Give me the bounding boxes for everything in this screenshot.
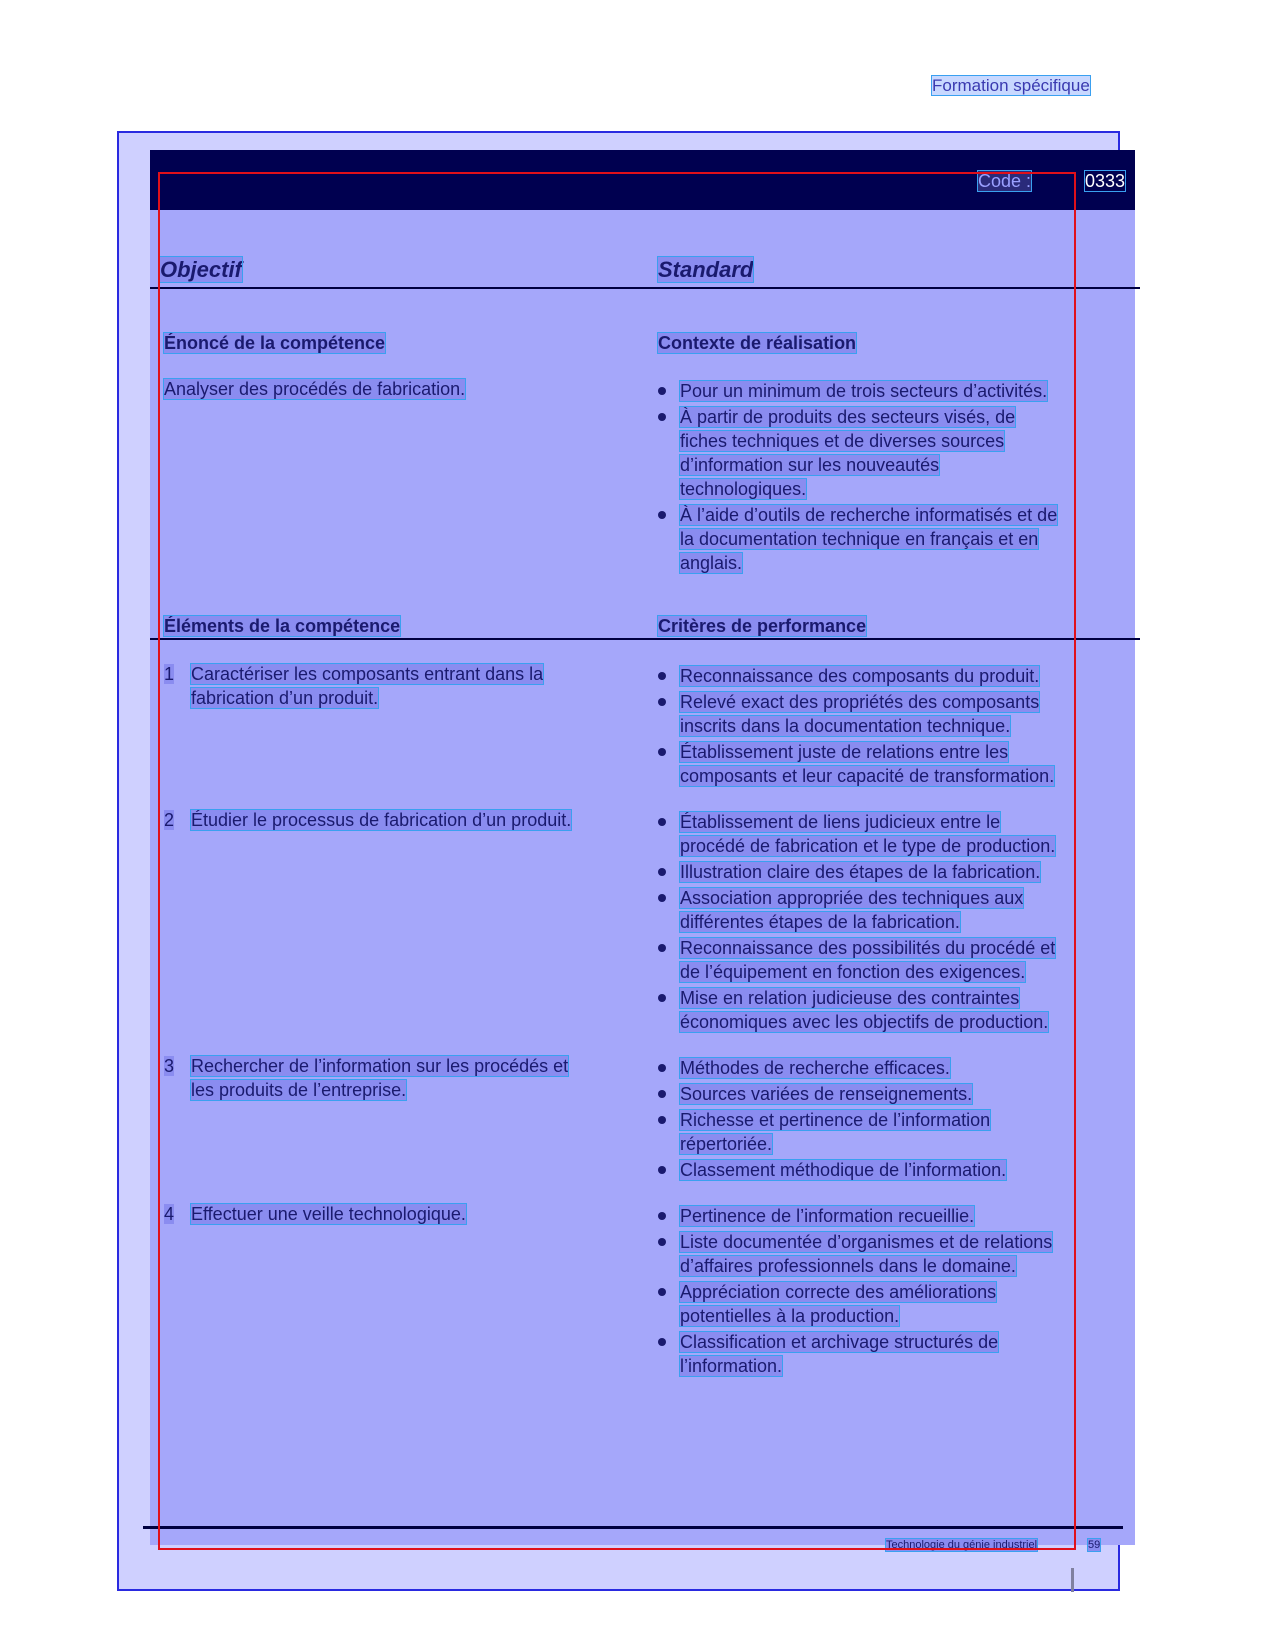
criteria-line: technologiques. <box>680 479 807 499</box>
criteria-item <box>680 986 1048 1034</box>
bullet-icon <box>658 1166 666 1174</box>
footer-program: Technologie du génie industriel <box>886 1539 1038 1551</box>
criteria-line: procédé de fabrication et le type de production. <box>680 836 1056 856</box>
criteria-line: Liste documentée d’organismes et de relations <box>680 1232 1053 1252</box>
standard-title: Standard <box>658 257 754 282</box>
criteria-line: Reconnaissance des possibilités du procédé et <box>680 938 1056 958</box>
title-rule <box>150 287 1140 289</box>
footer-rule <box>143 1526 1123 1529</box>
element-text: Étudier le processus de fabrication d’un produit. <box>191 810 572 830</box>
bullet-icon <box>658 1238 666 1246</box>
element-text: les produits de l’entreprise. <box>191 1080 407 1100</box>
criteria-line: Association appropriée des techniques aux <box>680 888 1024 908</box>
criteria-line: À partir de produits des secteurs visés, de <box>680 407 1016 427</box>
objectif-title: Objectif <box>160 257 242 282</box>
bullet-icon <box>658 1064 666 1072</box>
criteria-item <box>680 1056 950 1080</box>
criteria-label: Critères de performance <box>658 616 867 636</box>
element-number: 2 <box>164 810 175 830</box>
bullet-icon <box>658 1338 666 1346</box>
criteria-line: d’affaires professionnels dans le domaine. <box>680 1256 1016 1276</box>
element-text: Caractériser les composants entrant dans la <box>191 664 544 684</box>
code-value: 0333 <box>1085 171 1126 191</box>
criteria-line: Appréciation correcte des améliorations <box>680 1282 997 1302</box>
criteria-line: Sources variées de renseignements. <box>680 1084 973 1104</box>
criteria-line: la documentation technique en français et en <box>680 529 1039 549</box>
criteria-line: Reconnaissance des composants du produit. <box>680 666 1040 686</box>
criteria-item <box>680 503 1057 575</box>
criteria-line: Établissement juste de relations entre les <box>680 742 1009 762</box>
criteria-line: de l’équipement en fonction des exigences. <box>680 962 1026 982</box>
enonce-text: Analyser des procédés de fabrication. <box>164 379 466 399</box>
criteria-line: Illustration claire des étapes de la fabrication. <box>680 862 1041 882</box>
criteria-item <box>680 1158 1006 1182</box>
bullet-icon <box>658 818 666 826</box>
header-right-label: Formation spécifique <box>932 76 1090 95</box>
criteria-item <box>680 1280 996 1328</box>
criteria-line: Mise en relation judicieuse des contraintes <box>680 988 1020 1008</box>
criteria-line: À l’aide d’outils de recherche informatisés et de <box>680 505 1058 525</box>
element-number: 4 <box>164 1204 175 1224</box>
bullet-icon <box>658 511 666 519</box>
criteria-item <box>680 690 1039 738</box>
criteria-line: d’information sur les nouveautés <box>680 455 940 475</box>
criteria-item <box>680 1204 974 1228</box>
criteria-item <box>680 1230 1052 1278</box>
criteria-line: Classification et archivage structurés de <box>680 1332 999 1352</box>
element-text: Rechercher de l’information sur les procédés et <box>191 1056 569 1076</box>
elements-label: Éléments de la compétence <box>164 616 401 636</box>
criteria-item <box>680 664 1039 688</box>
criteria-line: potentielles à la production. <box>680 1306 900 1326</box>
criteria-line: Relevé exact des propriétés des composants <box>680 692 1040 712</box>
criteria-line: fiches techniques et de diverses sources <box>680 431 1005 451</box>
bullet-icon <box>658 868 666 876</box>
element-text: Effectuer une veille technologique. <box>191 1204 466 1224</box>
criteria-line: composants et leur capacité de transformation. <box>680 766 1055 786</box>
criteria-line: anglais. <box>680 553 743 573</box>
code-label: Code : <box>978 171 1032 191</box>
criteria-line: différentes étapes de la fabrication. <box>680 912 960 932</box>
criteria-item <box>680 860 1040 884</box>
criteria-item <box>680 1330 998 1378</box>
criteria-line: Méthodes de recherche efficaces. <box>680 1058 950 1078</box>
criteria-line: économiques avec les objectifs de production. <box>680 1012 1049 1032</box>
bullet-icon <box>658 894 666 902</box>
bullet-icon <box>658 994 666 1002</box>
criteria-line: Pour un minimum de trois secteurs d’activités. <box>680 381 1048 401</box>
criteria-item <box>680 1108 990 1156</box>
criteria-item <box>680 405 1015 501</box>
enonce-label: Énoncé de la compétence <box>164 333 386 353</box>
bullet-icon <box>658 672 666 680</box>
bullet-icon <box>658 944 666 952</box>
criteria-item <box>680 379 1047 403</box>
criteria-item <box>680 810 1055 858</box>
criteria-line: Classement méthodique de l’information. <box>680 1160 1007 1180</box>
bullet-icon <box>658 413 666 421</box>
criteria-item <box>680 1082 972 1106</box>
contexte-label: Contexte de réalisation <box>658 333 857 353</box>
bullet-icon <box>658 1090 666 1098</box>
bullet-icon <box>658 1116 666 1124</box>
bullet-icon <box>658 748 666 756</box>
criteria-line: Richesse et pertinence de l’information <box>680 1110 991 1130</box>
page-mark <box>1071 1568 1074 1592</box>
footer-page-number: 59 <box>1088 1539 1101 1551</box>
elements-rule <box>150 638 1140 640</box>
criteria-line: Pertinence de l’information recueillie. <box>680 1206 975 1226</box>
criteria-line: l’information. <box>680 1356 783 1376</box>
criteria-line: inscrits dans la documentation technique. <box>680 716 1011 736</box>
element-number: 3 <box>164 1056 175 1076</box>
criteria-line: répertoriée. <box>680 1134 773 1154</box>
criteria-item <box>680 740 1054 788</box>
criteria-line: Établissement de liens judicieux entre le <box>680 812 1001 832</box>
bullet-icon <box>658 387 666 395</box>
bullet-icon <box>658 1212 666 1220</box>
element-number: 1 <box>164 664 175 684</box>
bullet-icon <box>658 698 666 706</box>
criteria-item <box>680 886 1023 934</box>
bullet-icon <box>658 1288 666 1296</box>
criteria-item <box>680 936 1055 984</box>
element-text: fabrication d’un produit. <box>191 688 379 708</box>
